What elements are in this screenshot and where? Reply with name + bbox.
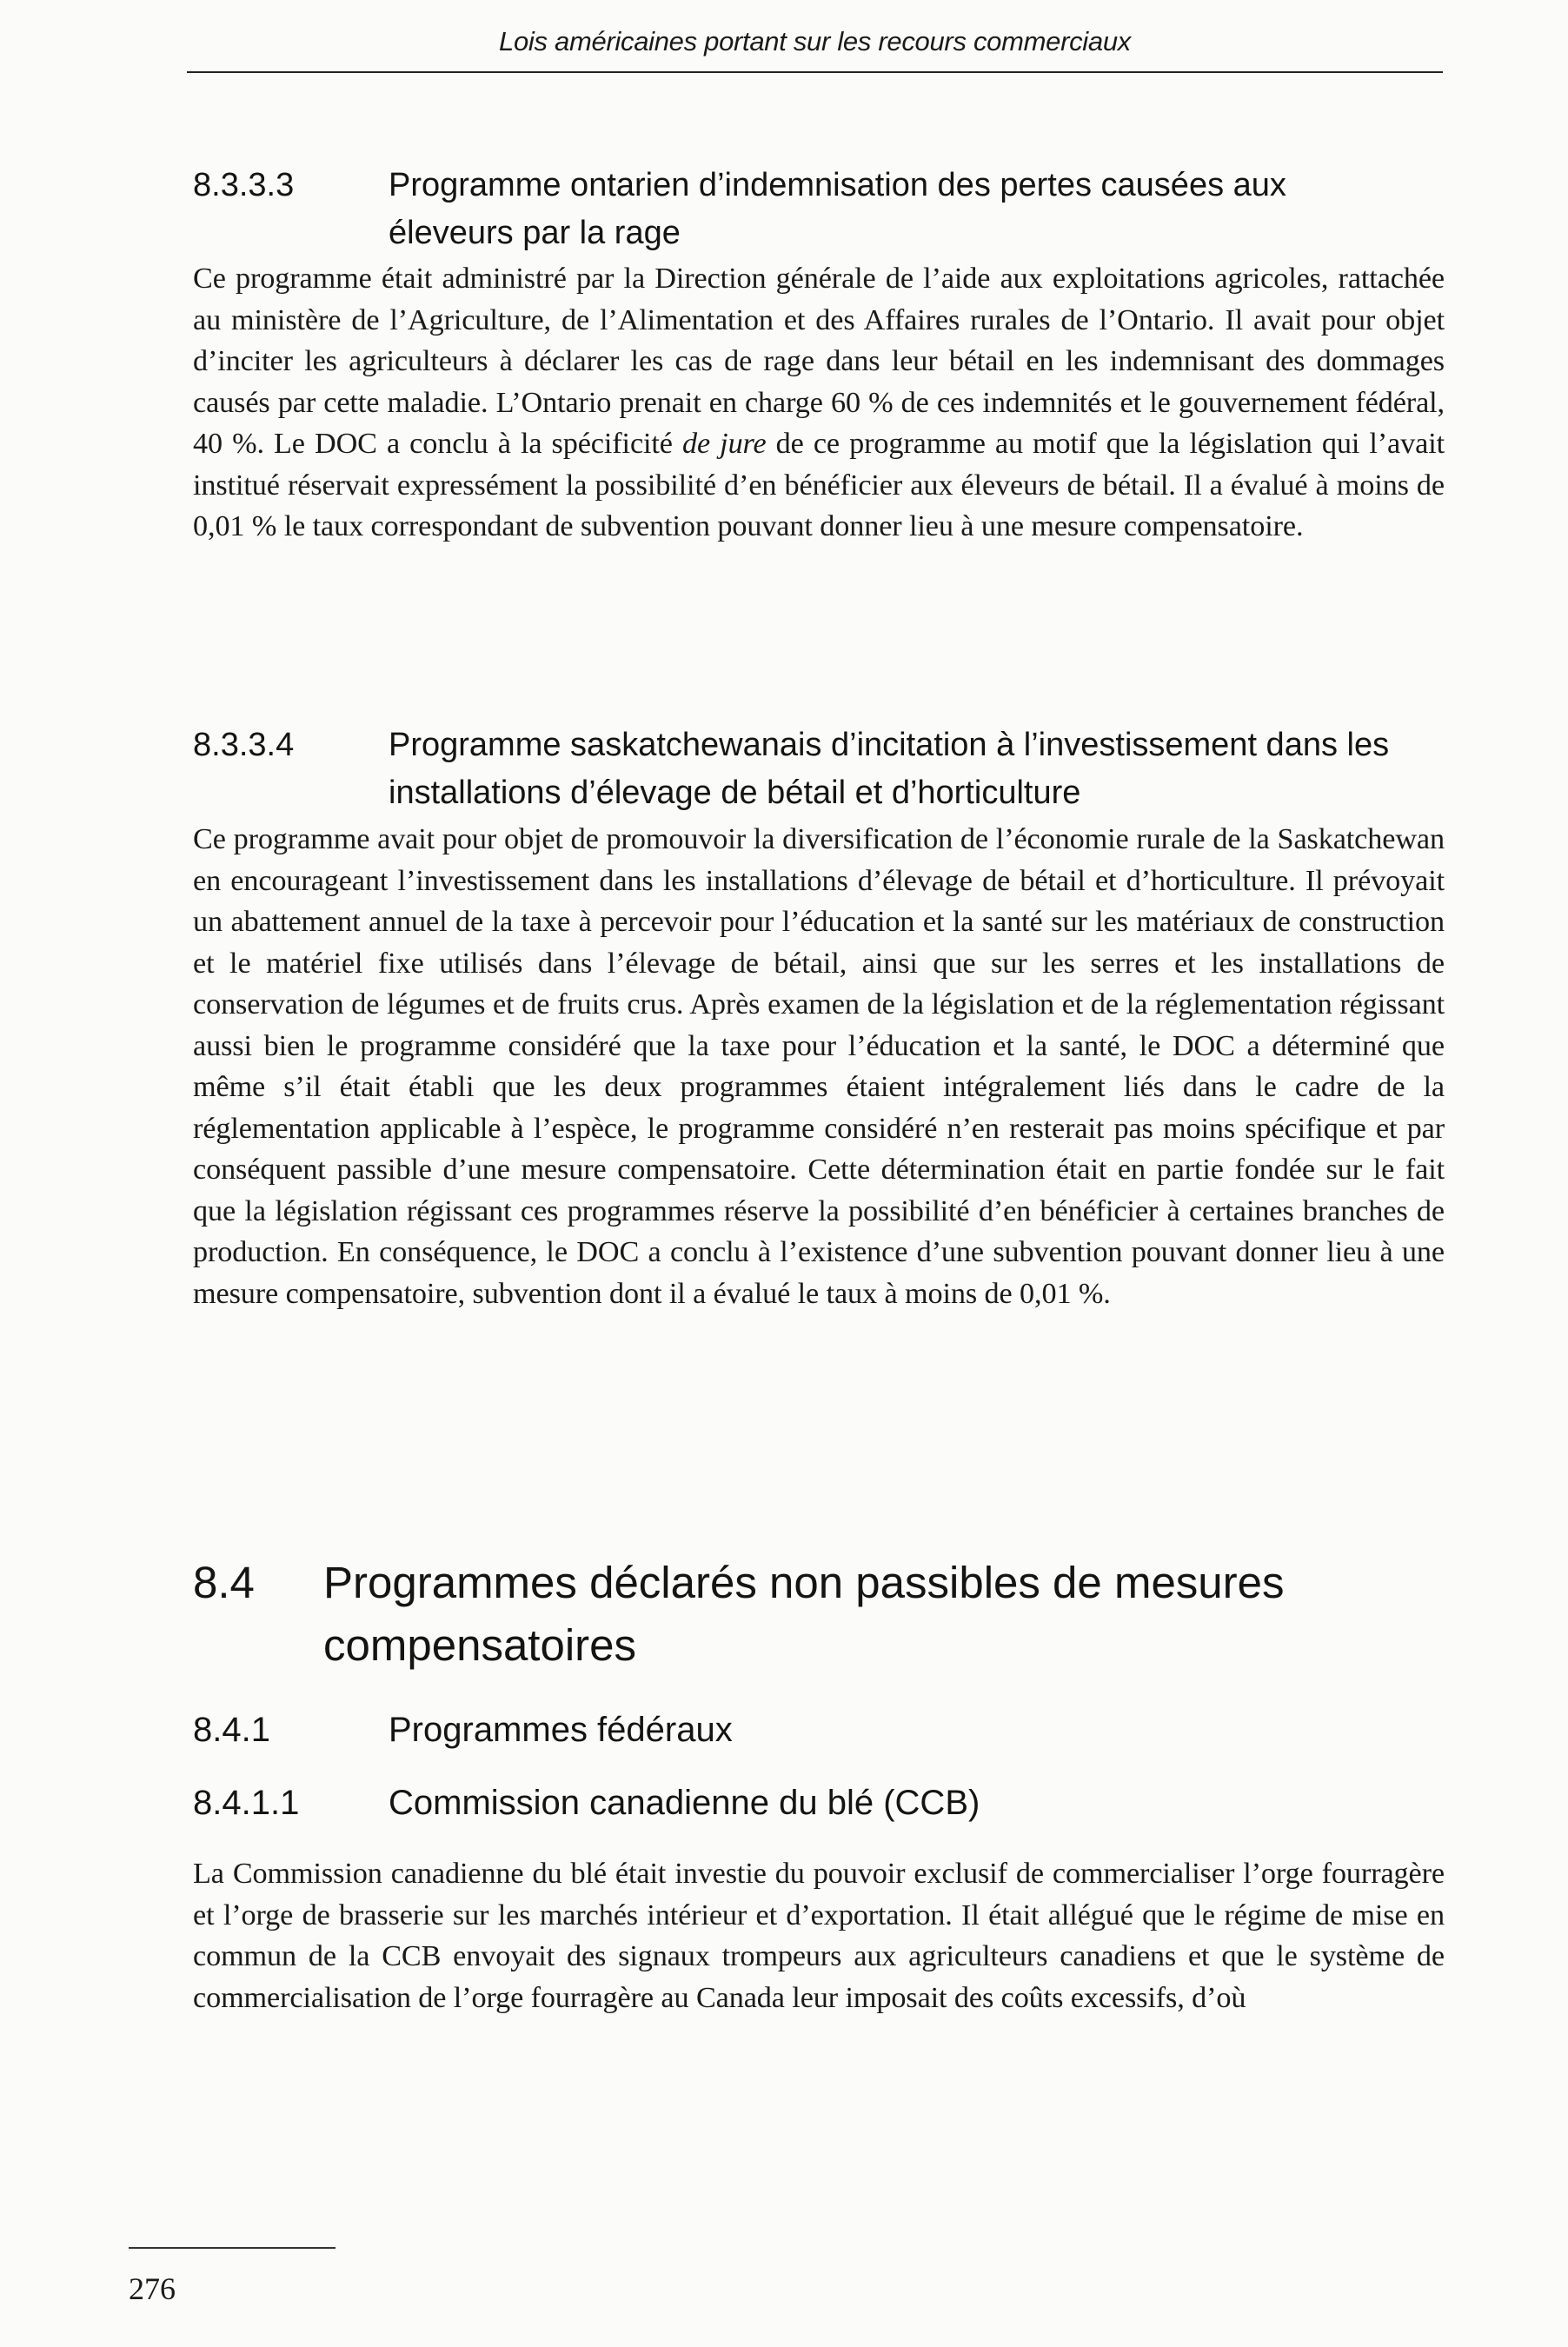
section-number: 8.4.1.1 [193, 1784, 300, 1822]
body-paragraph-8-3-3-3 [193, 258, 1445, 548]
section-number: 8.3.3.4 [193, 727, 295, 763]
section-title: Commission canadienne du blé (CCB) [389, 1784, 980, 1822]
section-number: 8.4 [193, 1558, 255, 1607]
footer-rule [129, 2247, 336, 2249]
section-title: Programme saskatchewanais d’incitation à l’investissement dans les installations d’élevage de bétail et d’horticulture [389, 727, 1390, 811]
section-number: 8.4.1 [193, 1711, 270, 1749]
section-title: Programmes fédéraux [389, 1711, 733, 1749]
italic-term: de jure [682, 428, 767, 460]
body-paragraph-8-4-1-1: La Commission canadienne du blé était investie du pouvoir exclusif de commercialiser l’orge fourragère et l’orge de brasserie sur les marchés intérieur et d’exportation. Il était allégué que le régime de mise en commun de la CCB envoyait des signaux trompeurs aux agriculteurs canadiens et que le système de commercialisation de l’orge fourragère au Canada leur imposait des coûts excessifs, d’où [193, 1858, 1445, 2014]
page-number: 276 [129, 2271, 176, 2306]
running-header: Lois américaines portant sur les recours commerciaux [499, 26, 1131, 57]
section-title: Programme ontarien d’indemnisation des pertes causées aux éleveurs par la rage [389, 167, 1286, 251]
section-number: 8.3.3.3 [193, 167, 295, 203]
header-rule [187, 71, 1443, 73]
body-paragraph-8-3-3-4: Ce programme avait pour objet de promouvoir la diversification de l’économie rurale de la Saskatchewan en encourageant l’investissement dans les installations d’élevage de bétail et d’horticulture. Il prévoyait un abattement annuel de la taxe à percevoir pour l’éducation et la santé sur les matériaux de construction et le matériel fixe utilisés dans l’élevage de bétail, ainsi que sur les serres et les installations de conservation de légumes et de fruits crus. Après examen de la législation et de la réglementation régissant aussi bien le programme considéré que la taxe pour l’éducation et la santé, le DOC a déterminé que même s’il était établi que les deux programmes étaient intégralement liés dans le cadre de la réglementation applicable à l’espèce, le programme considéré n’en resterait pas moins spécifique et par conséquent passible d’une mesure compensatoire. Cette détermination était en partie fondée sur le fait que la législation régissant ces programmes réserve la possibilité d’en bénéficier à certaines branches de production. En conséquence, le DOC a conclu à l’existence d’une subvention pouvant donner lieu à une mesure compensatoire, subvention dont il a évalué le taux à moins de 0,01 %. [193, 823, 1445, 1310]
section-title: Programmes déclarés non passibles de mesures compensatoires [323, 1558, 1285, 1670]
paragraph-text: Ce programme était administré par la Direction générale de l’aide aux exploitations agricoles, rattachée au ministère de l’Agriculture, de l’Alimentation et des Affaires rurales de l’Ontario. Il avait pour objet d’inciter les agriculteurs à déclarer les cas de rage dans leur bétail en les indemnisant des dommages causés par cette maladie. L’Ontario prenait en charge 60 % de ces indemnités et le gouvernement fédéral, 40 %. Le DOC a conclu à la spécificité [193, 263, 1445, 460]
paragraph-text-continued: de ce programme au motif que la législation qui l’avait institué réservait expressément la possibilité d’en bénéficier aux éleveurs de bétail. Il a évalué à moins de 0,01 % le taux correspondant de subvention pouvant donner lieu à une mesure compensatoire. [193, 428, 1445, 542]
